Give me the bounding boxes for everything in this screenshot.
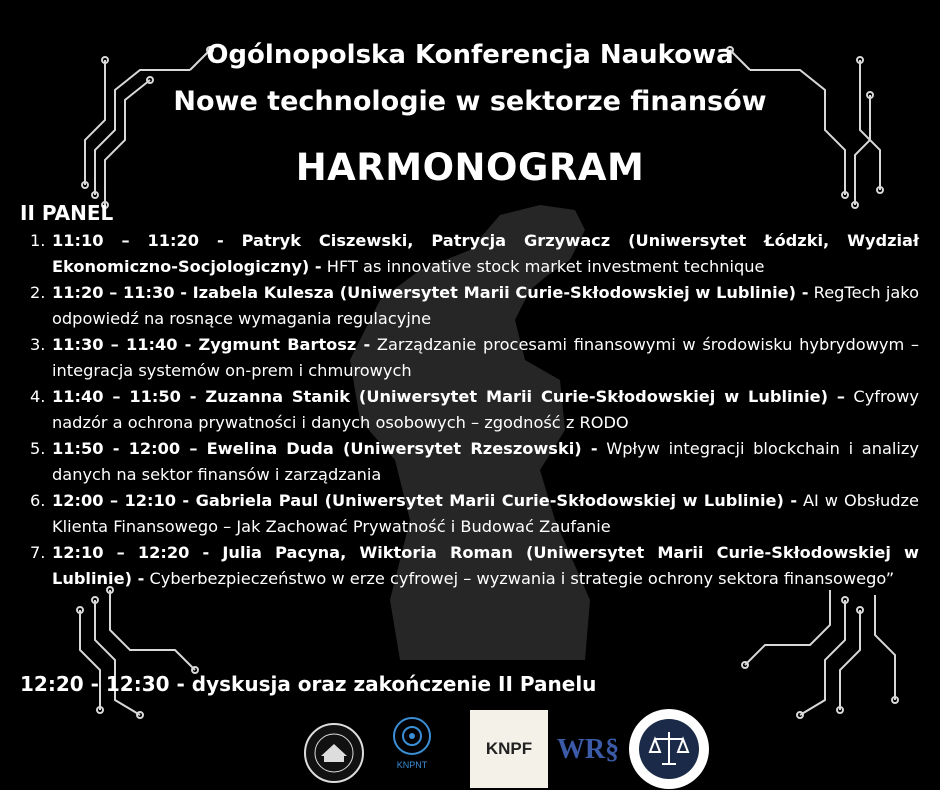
schedule-item-time-speaker: 11:10 – 11:20 - Patryk Ciszewski, Patrycja Grzywacz (Uniwersytet Łódzki, Wydział Ekonomiczno-Socjologiczny) - [52,231,919,276]
conference-subtitle: Nowe technologie w sektorze finansów [173,86,767,117]
knpf-logo-text: KNPF [485,739,533,758]
knpf-logo [470,710,548,788]
schedule-list [30,228,920,592]
schedule-item-time-speaker: 11:50 - 12:00 – Ewelina Duda (Uniwersytet Rzeszowski) - [52,439,598,458]
knpnt-logo [388,714,436,784]
schedule-item-number: 5. [30,439,46,458]
schedule-item-topic: Cyberbezpieczeństwo w erze cyfrowej – wyzwania i strategie ochrony sektora finansowego” [144,568,895,588]
logo-bar [0,706,940,788]
circuit-corner-bottom-right [742,590,898,718]
panel-title: II PANEL [20,201,114,225]
schedule-item [30,436,919,487]
schedule-item [30,332,919,383]
conference-title: Ogólnopolska Konferencja Naukowa [206,40,734,70]
schedule-item [30,540,919,591]
schedule-item [30,488,919,539]
schedule-item-topic: Wpływ integracji blockchain i analizy danych na sektor finansów i zarządzania [52,439,919,484]
page-heading: HARMONOGRAM [295,146,645,189]
schedule-item [30,384,920,435]
wr-logo-text: WR§ [556,734,620,765]
schedule-item-time-speaker: 11:30 – 11:40 - Zygmunt Bartosz - [52,335,371,354]
schedule-item [30,228,919,279]
schedule-item-number: 6. [30,491,46,510]
schedule-item-topic: HFT as innovative stock market investment technique [321,256,765,276]
schedule-item-topic: Zarządzanie procesami finansowymi w środowisku hybrydowym – integracja systemów on-prem i chmurowych [52,335,919,380]
schedule-item-number: 3. [30,335,46,354]
knpnt-logo-text: KNPNT [396,760,428,770]
schedule-item-topic: Cyfrowy nadzór a ochrona prywatności i danych osobowych – zgodność z RODO [52,387,920,432]
wr-logo [558,720,618,780]
schedule-item-number: 1. [30,231,46,250]
schedule-item-number: 4. [30,387,46,406]
schedule-item-time-speaker: 11:40 – 11:50 - Zuzanna Stanik (Uniwersytet Marii Curie-Skłodowskiej w Lublinie) – [52,387,845,406]
schedule-item-number: 7. [30,543,46,562]
schedule-item-time-speaker: 12:00 – 12:10 - Gabriela Paul (Uniwersytet Marii Curie-Skłodowskiej w Lublinie) - [52,491,798,510]
schedule-item-time-speaker: 12:10 – 12:20 - Julia Pacyna, Wiktoria Roman (Uniwersytet Marii Curie-Skłodowskiej w Lublinie) - [52,543,919,588]
justice-scales-logo [628,708,710,790]
samorzad-studentow-logo [303,722,365,784]
circuit-corner-bottom-left [77,587,198,718]
schedule-item-number: 2. [30,283,46,302]
schedule-item-topic: AI w Obsłudze Klienta Finansowego – Jak Zachować Prywatność i Budować Zaufanie [52,491,919,536]
schedule-item-topic: RegTech jako odpowiedź na rosnące wymagania regulacyjne [52,283,920,328]
schedule-item-time-speaker: 11:20 – 11:30 - Izabela Kulesza (Uniwersytet Marii Curie-Skłodowskiej w Lublinie) - [52,283,809,302]
schedule-item [30,280,920,331]
closing-line: 12:20 - 12:30 - dyskusja oraz zakończenie II Panelu [20,672,597,696]
